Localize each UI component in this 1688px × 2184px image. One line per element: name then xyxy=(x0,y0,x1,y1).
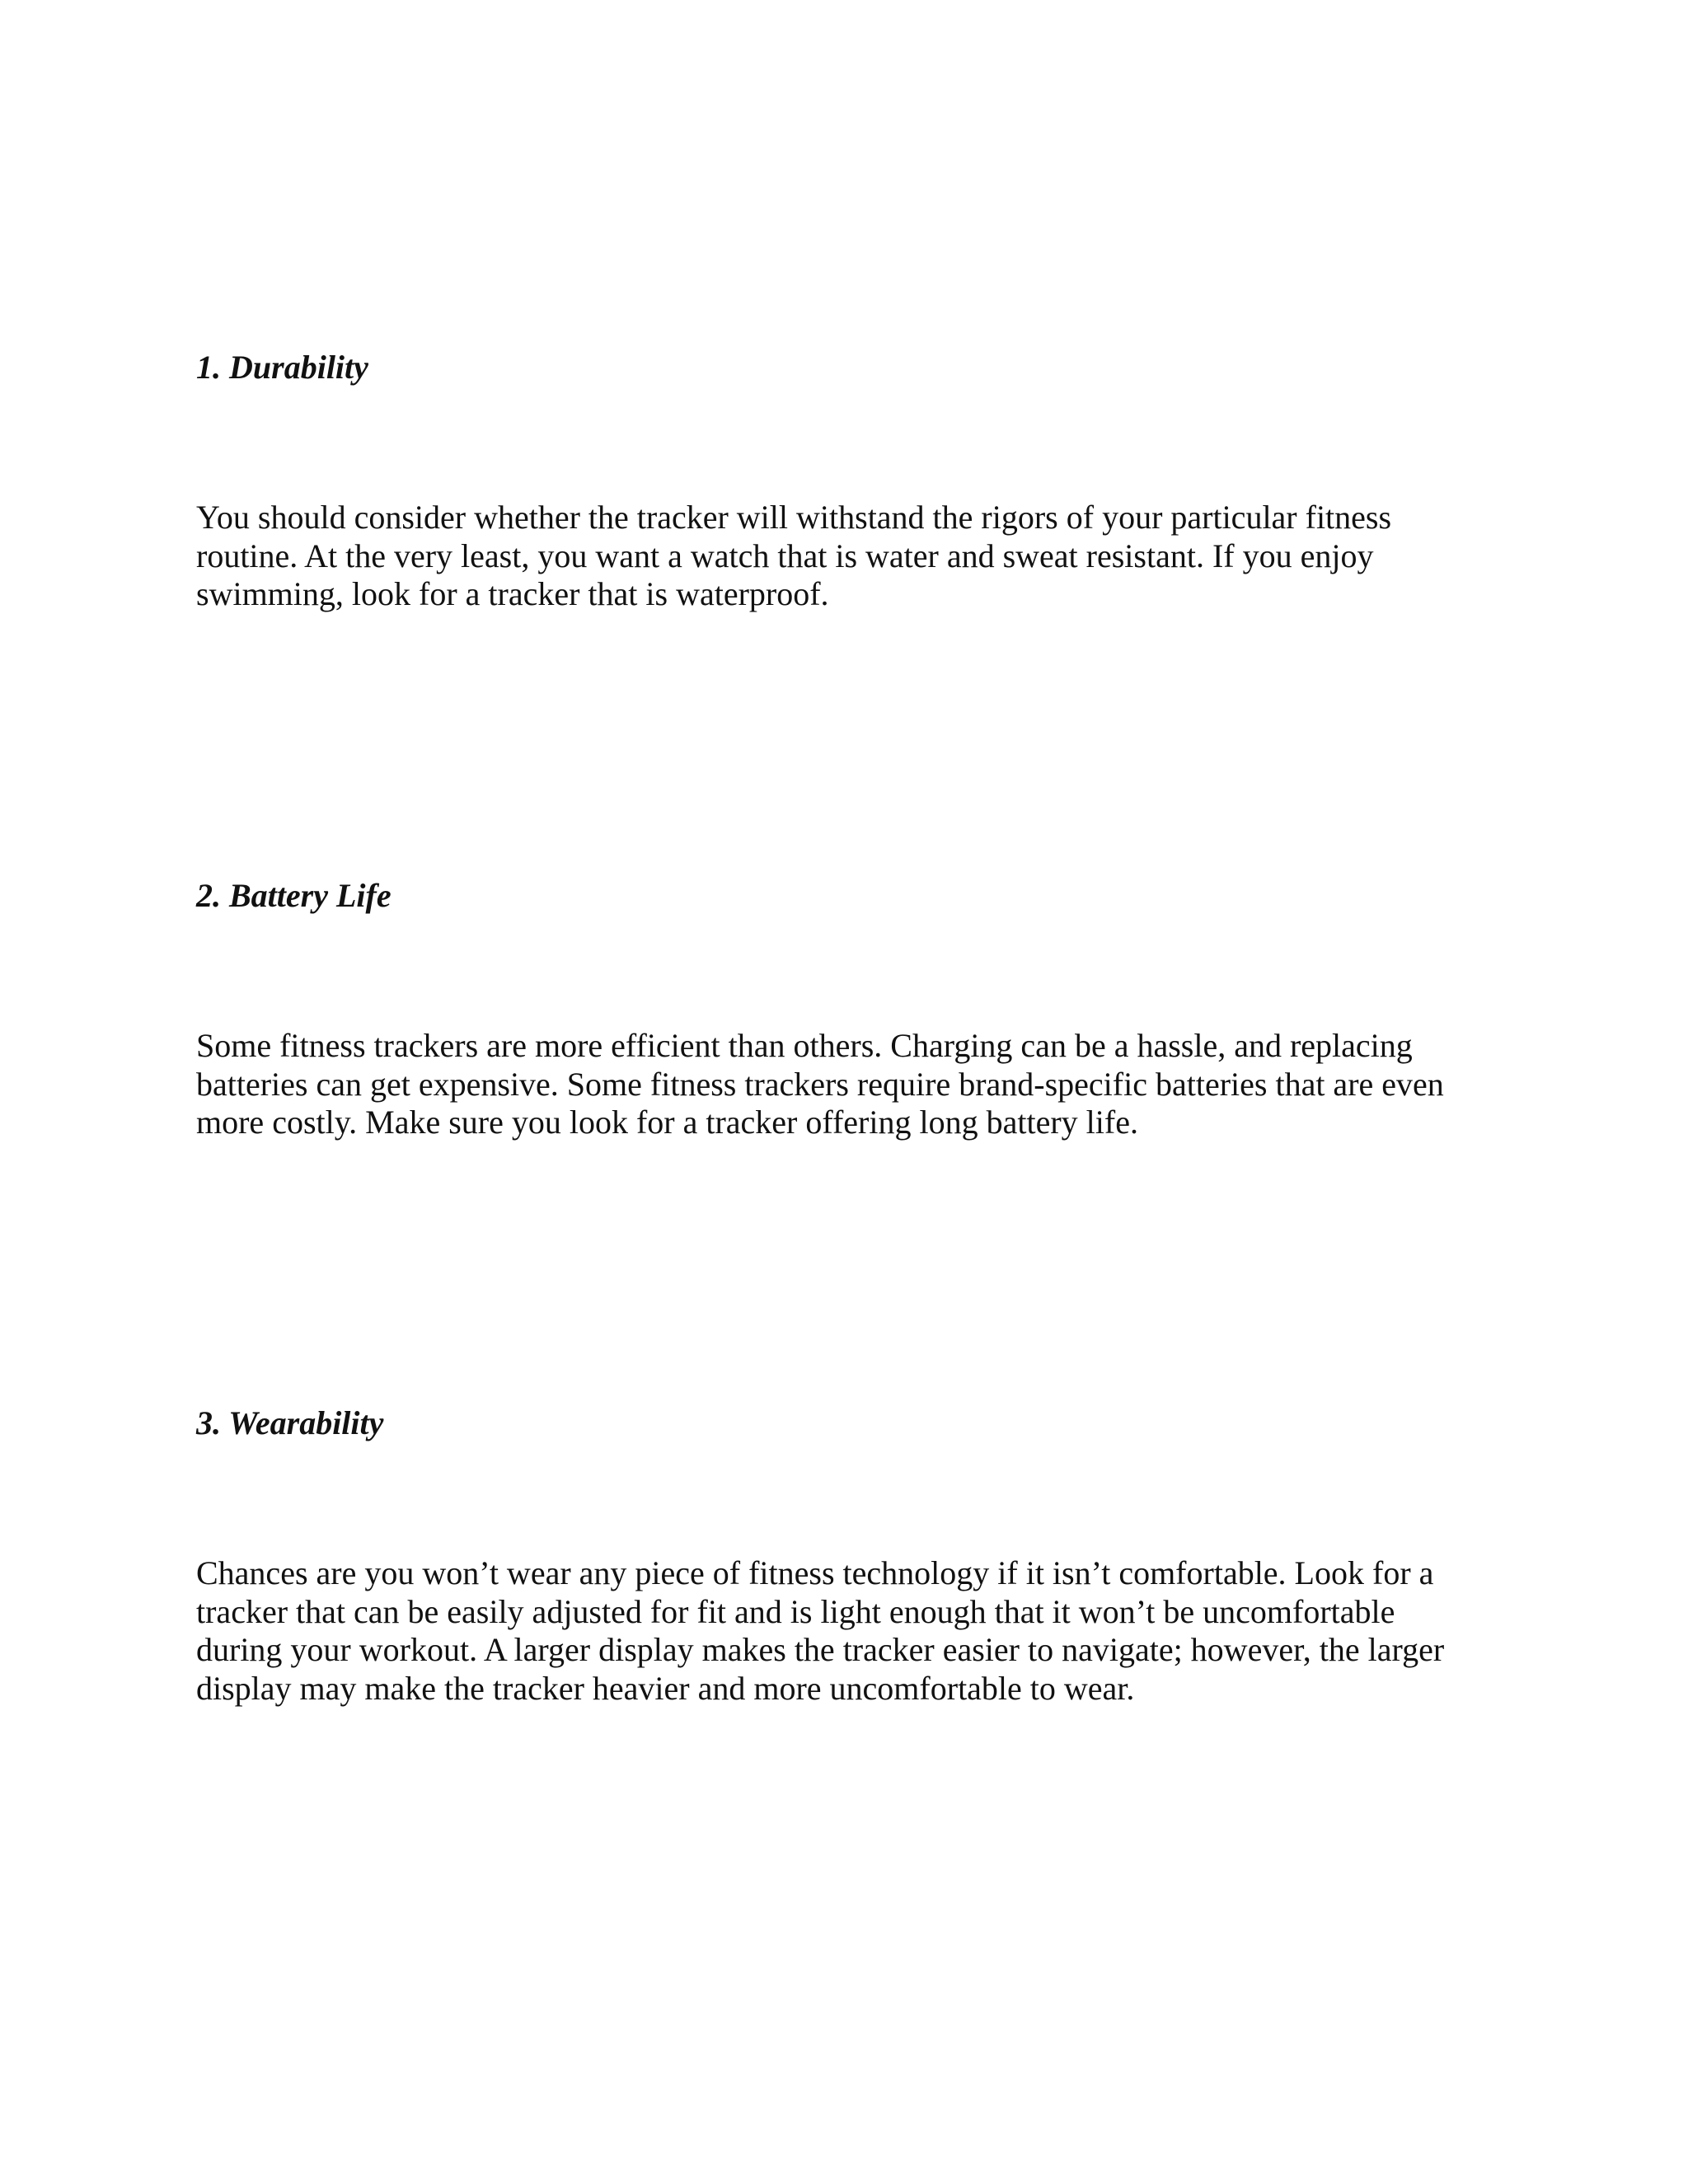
paragraph-line: display may make the tracker heavier and more uncomfortable to wear. xyxy=(196,1669,1135,1707)
section-paragraph-wearability xyxy=(196,1554,1482,1708)
paragraph-line: swimming, look for a tracker that is waterproof. xyxy=(196,575,829,612)
section-heading-durability: 1. Durability xyxy=(196,349,368,386)
section-paragraph-battery-life xyxy=(196,1027,1482,1142)
paragraph-line: tracker that can be easily adjusted for fit and is light enough that it won’t be uncomfortable xyxy=(196,1592,1395,1630)
section-paragraph-durability xyxy=(196,499,1482,614)
paragraph-line: more costly. Make sure you look for a tracker offering long battery life. xyxy=(196,1104,1138,1141)
paragraph-line: Some fitness trackers are more efficient than others. Charging can be a hassle, and replacing xyxy=(196,1027,1413,1064)
paragraph-line: during your workout. A larger display makes the tracker easier to navigate; however, the larger xyxy=(196,1631,1445,1668)
paragraph-line: batteries can get expensive. Some fitness trackers require brand-specific batteries that are even xyxy=(196,1065,1444,1103)
section-heading-wearability: 3. Wearability xyxy=(196,1404,384,1441)
paragraph-line: routine. At the very least, you want a watch that is water and sweat resistant. If you enjoy xyxy=(196,537,1374,574)
paragraph-line: You should consider whether the tracker will withstand the rigors of your particular fitness xyxy=(196,499,1392,536)
section-heading-battery-life: 2. Battery Life xyxy=(196,877,392,914)
paragraph-line: Chances are you won’t wear any piece of fitness technology if it isn’t comfortable. Look for a xyxy=(196,1554,1434,1591)
